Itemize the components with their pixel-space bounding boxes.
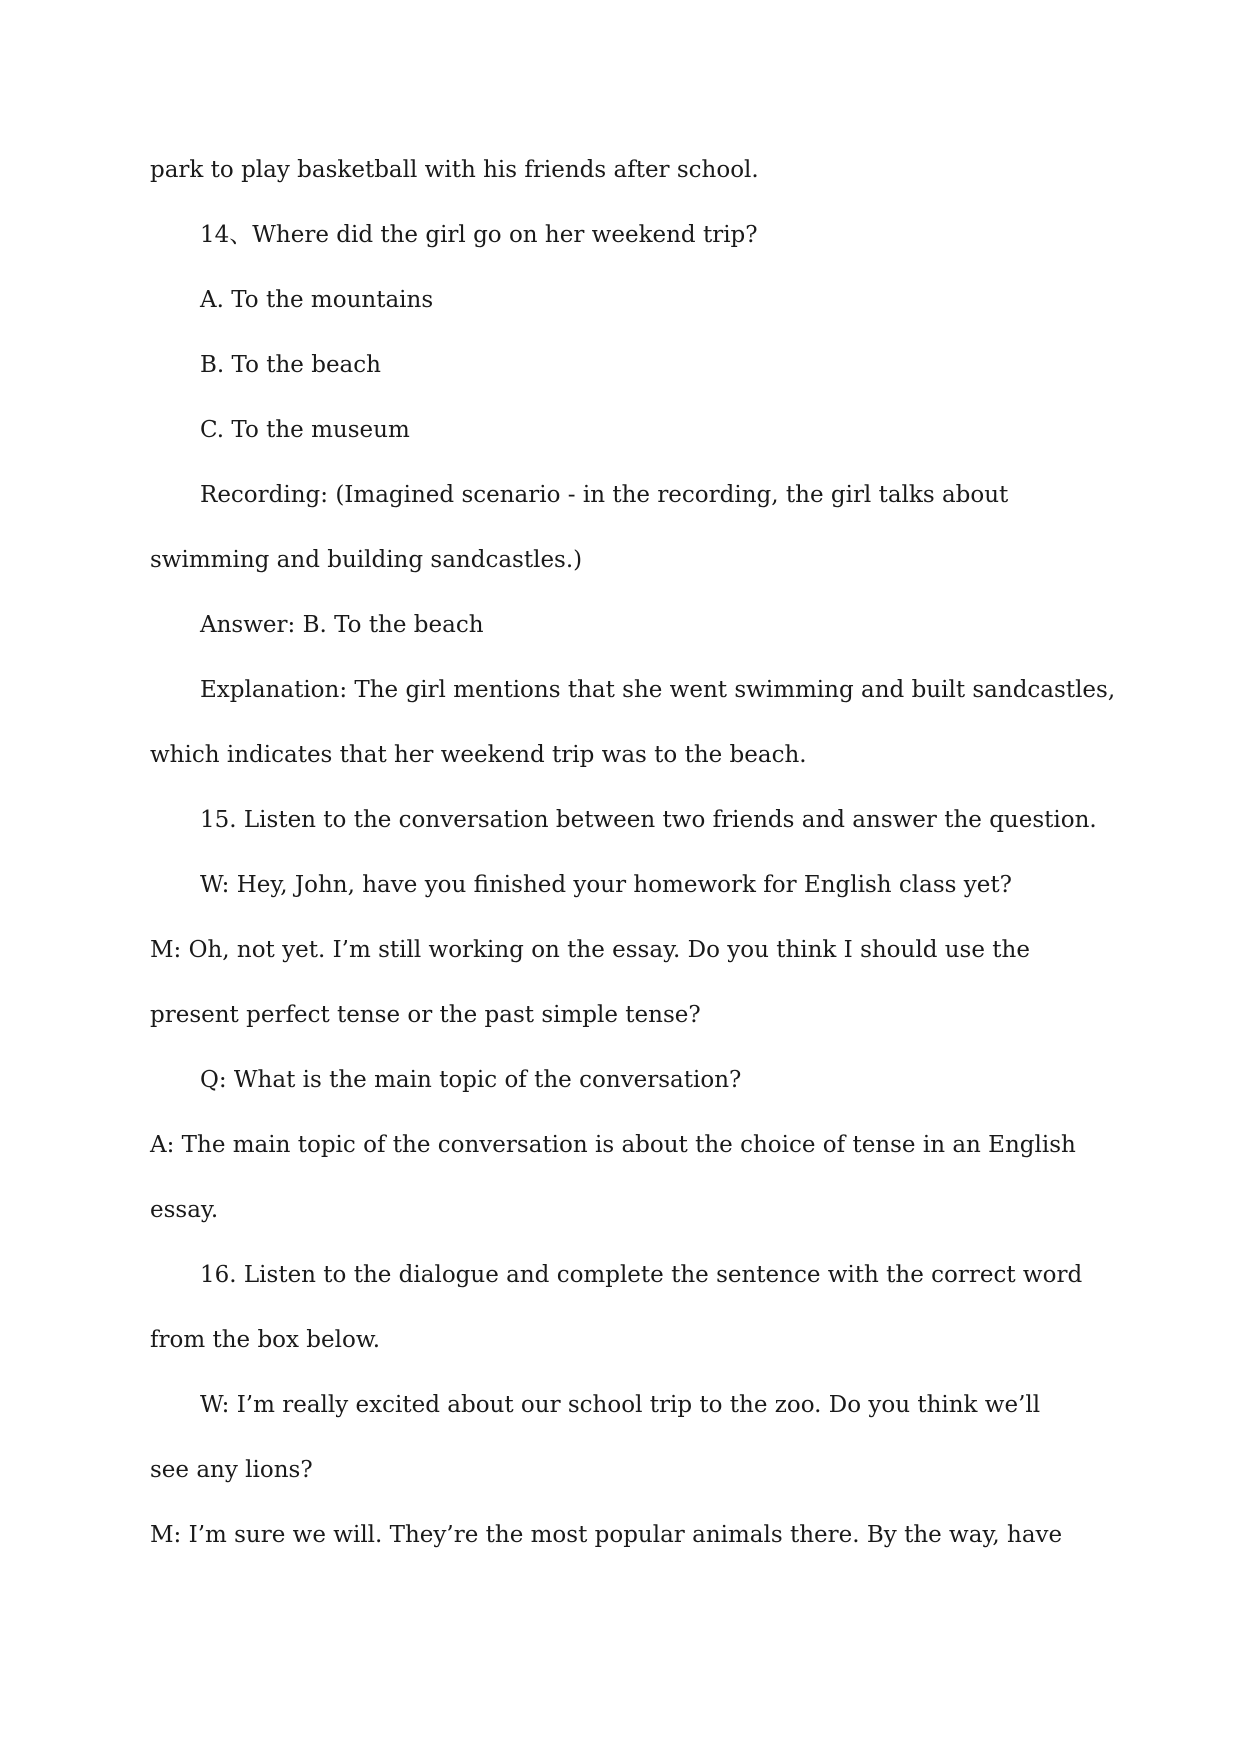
recording-line-1: Recording: (Imagined scenario - in the recording, the girl talks about [200, 482, 1009, 508]
option-c: C. To the museum [200, 417, 410, 443]
explanation-line-2: which indicates that her weekend trip was to the beach. [150, 742, 807, 768]
answer-line: Answer: B. To the beach [200, 612, 484, 638]
option-a: A. To the mountains [200, 287, 434, 313]
document-page [150, 138, 1116, 1568]
question-16: 16. Listen to the dialogue and complete the sentence with the correct word [200, 1262, 1083, 1288]
recording-line-2: swimming and building sandcastles.) [150, 547, 583, 573]
question-q-line: Q: What is the main topic of the conversation? [200, 1067, 742, 1093]
question-14: 14、Where did the girl go on her weekend trip? [200, 222, 758, 248]
dialogue-m-line-1: M: Oh, not yet. I’m still working on the essay. Do you think I should use the [150, 937, 1030, 963]
dialogue-m-line-2: present perfect tense or the past simple tense? [150, 1002, 701, 1028]
dialogue-w-line-2-cont: see any lions? [150, 1457, 313, 1483]
text-line-1: park to play basketball with his friends after school. [150, 157, 759, 183]
answer-a-line-2: essay. [150, 1197, 219, 1223]
question-15: 15. Listen to the conversation between two friends and answer the question. [200, 807, 1097, 833]
question-16-line-2: from the box below. [150, 1327, 381, 1353]
option-b: B. To the beach [200, 352, 381, 378]
answer-a-line-1: A: The main topic of the conversation is about the choice of tense in an English [150, 1132, 1076, 1158]
dialogue-m-line-3: M: I’m sure we will. They’re the most popular animals there. By the way, have [150, 1522, 1063, 1548]
dialogue-w-line-2: W: I’m really excited about our school trip to the zoo. Do you think we’ll [200, 1392, 1041, 1418]
dialogue-w-line: W: Hey, John, have you finished your homework for English class yet? [200, 872, 1012, 898]
explanation-line-1: Explanation: The girl mentions that she went swimming and built sandcastles, [200, 677, 1116, 703]
